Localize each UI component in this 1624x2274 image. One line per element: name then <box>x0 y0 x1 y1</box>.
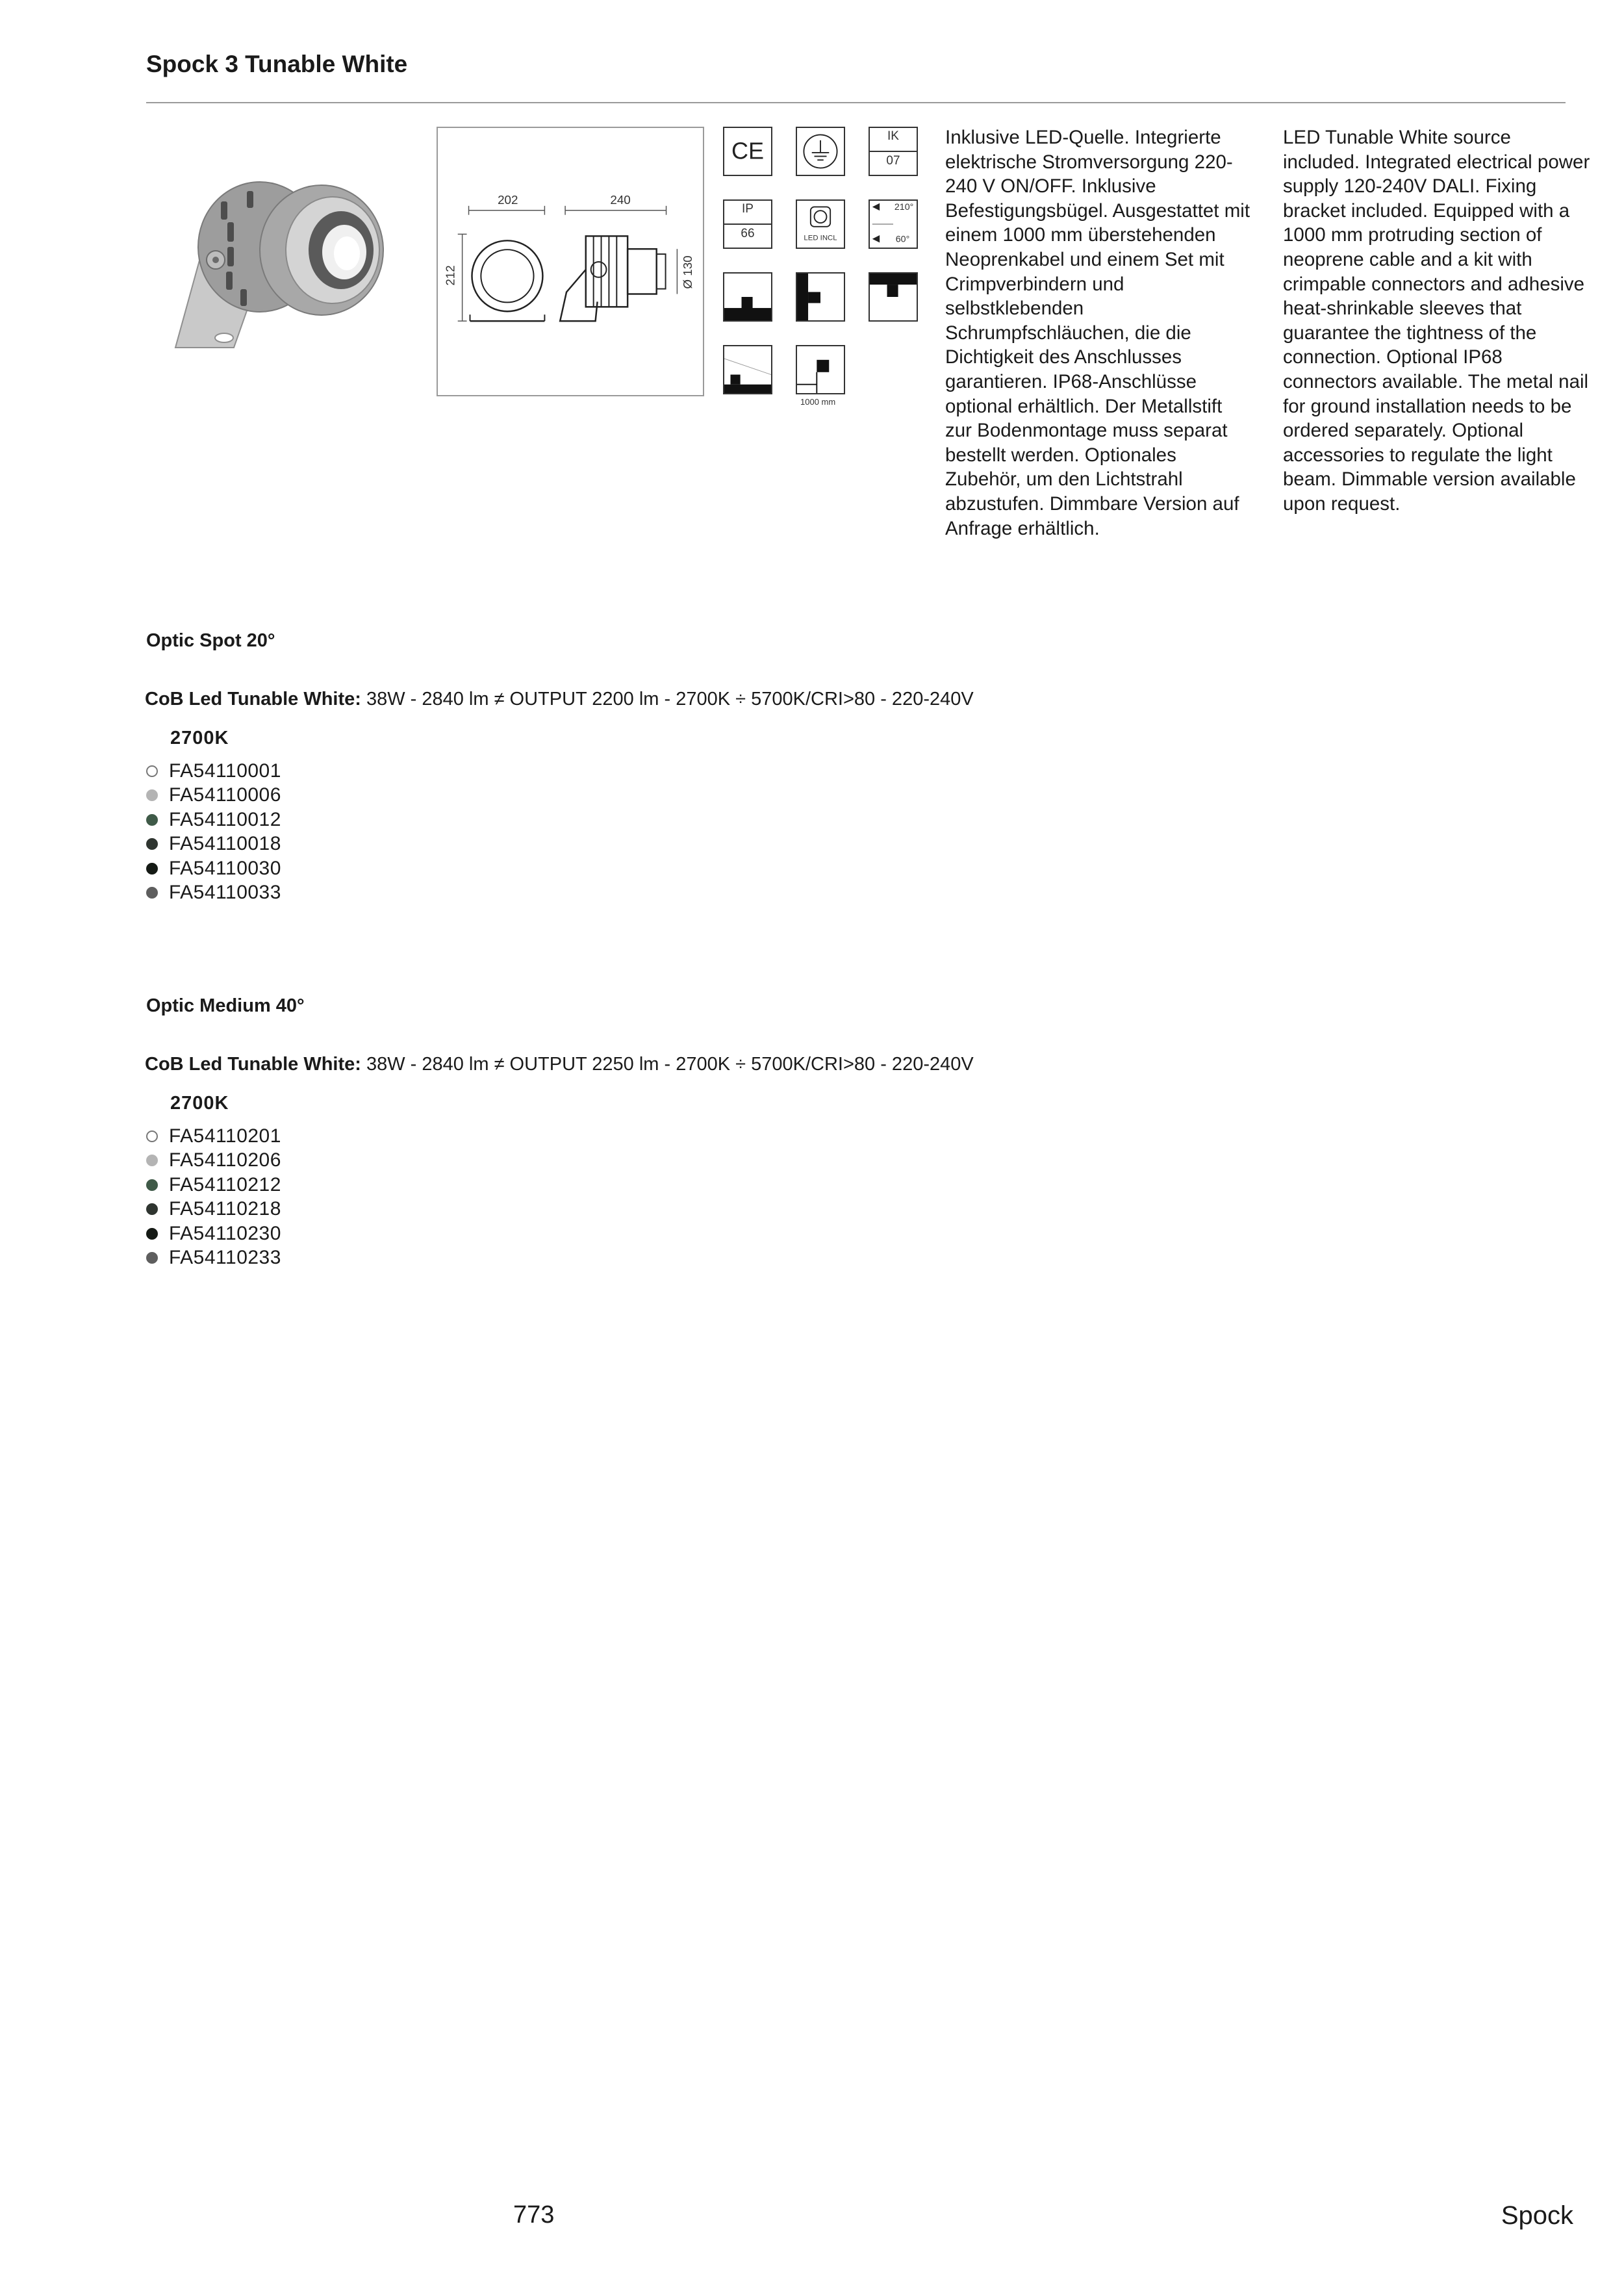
technical-drawing <box>437 127 704 396</box>
product-code: FA54110018 <box>169 833 281 855</box>
ce-mark-icon <box>723 127 772 176</box>
product-code: FA54110233 <box>169 1247 281 1269</box>
list-item <box>146 856 281 881</box>
finish-swatch <box>146 887 158 899</box>
earth-ground-icon <box>796 127 845 176</box>
product-code: FA54110230 <box>169 1222 281 1244</box>
spec-value: 38W - 2840 lm ≠ OUTPUT 2200 lm - 2700K ÷ 5700K/CRI>80 - 220-240V <box>366 689 974 709</box>
list-item <box>146 1173 281 1197</box>
optic-medium-spec <box>145 1054 974 1075</box>
ip-rating-icon: IP 66 <box>723 199 772 249</box>
list-item <box>146 784 281 808</box>
finish-swatch <box>146 1228 158 1240</box>
finish-swatch <box>146 863 158 875</box>
optic-spot-title: Optic Spot 20° <box>146 630 275 651</box>
ground-mount-icon <box>723 345 772 394</box>
list-item <box>146 759 281 784</box>
series-name: Spock <box>1501 2201 1573 2230</box>
svg-text:60°: 60° <box>895 234 910 245</box>
list-item <box>146 1246 281 1271</box>
description-english: LED Tunable White source included. Integrated electrical power supply 120-240V DALI. Fixing bracket included. Equipped with a 1000 mm protruding section of neoprene cable and a kit with crimpable connectors and adhesive heat-shrinkable sleeves that guarantee the tightness of the connection. Optional IP68 connectors available. The metal nail for ground installation needs to be ordered separately. Optional accessories to regulate the light beam. Dimmable version available upon request. <box>1283 127 1590 515</box>
product-image <box>162 162 409 357</box>
dimension-front-width: 202 <box>498 192 518 207</box>
list-item <box>146 1221 281 1246</box>
list-item <box>146 1197 281 1222</box>
dimension-height: 212 <box>443 265 457 286</box>
ik-rating-icon: IK 07 <box>869 127 918 176</box>
page-number: 773 <box>513 2201 555 2229</box>
optic-spot-spec <box>145 689 974 710</box>
product-code: FA54110012 <box>169 808 281 830</box>
tilt-angle-icon <box>869 199 918 249</box>
description-german: Inklusive LED-Quelle. Integrierte elektrische Stromversorgung 220-240 V ON/OFF. Inklusive Befestigungsbügel. Ausgestattet mit einem 1000 mm überstehenden Neoprenkabel und einem Set mit Crimpverbindern und selbstklebenden Schrumpfschläuchen, die die Dichtigkeit des Anschlusses garantieren. IP68-Anschlüsse optional erhältlich. Der Metallstift zur Bodenmontage muss separat bestellt werden. Optionales Zubehör, um den Lichtstrahl abzustufen. Dimmbare Version auf Anfrage erhältlich. <box>945 127 1250 539</box>
led-included-icon <box>796 199 845 249</box>
svg-text:CE: CE <box>731 137 765 164</box>
list-item <box>146 832 281 857</box>
finish-swatch <box>146 814 158 826</box>
product-code: FA54110001 <box>169 760 281 782</box>
finish-swatch <box>146 1252 158 1264</box>
cable-length-caption: 1000 mm <box>800 397 836 407</box>
finish-swatch <box>146 1155 158 1166</box>
optic-medium-code-list <box>146 1124 281 1270</box>
product-code: FA54110201 <box>169 1125 281 1147</box>
spec-label: CoB Led Tunable White: <box>145 1054 361 1075</box>
optic-medium-title: Optic Medium 40° <box>146 995 305 1016</box>
product-code: FA54110206 <box>169 1149 281 1171</box>
list-item <box>146 1149 281 1173</box>
dimension-side-length: 240 <box>610 192 631 207</box>
finish-swatch <box>146 789 158 801</box>
optic-spot-cct: 2700K <box>170 728 229 748</box>
product-code: FA54110033 <box>169 882 281 904</box>
finish-swatch <box>146 765 158 777</box>
optic-spot-code-list <box>146 759 281 905</box>
product-code: FA54110030 <box>169 857 281 879</box>
list-item <box>146 808 281 832</box>
wall-mount-icon <box>796 272 845 322</box>
spec-value: 38W - 2840 lm ≠ OUTPUT 2250 lm - 2700K ÷ 5700K/CRI>80 - 220-240V <box>366 1054 974 1075</box>
mounting-icon <box>723 272 772 322</box>
finish-swatch <box>146 1203 158 1215</box>
svg-text:LED INCL: LED INCL <box>804 234 837 242</box>
finish-swatch <box>146 838 158 850</box>
ceiling-mount-icon <box>869 272 918 322</box>
list-item <box>146 881 281 906</box>
finish-swatch <box>146 1179 158 1191</box>
svg-text:210°: 210° <box>894 202 914 213</box>
product-code: FA54110006 <box>169 784 281 806</box>
finish-swatch <box>146 1131 158 1142</box>
spec-label: CoB Led Tunable White: <box>145 689 361 709</box>
dimension-diameter: Ø 130 <box>681 255 695 289</box>
product-code: FA54110218 <box>169 1198 281 1220</box>
header-divider <box>146 102 1566 103</box>
optic-medium-cct: 2700K <box>170 1093 229 1114</box>
cable-length-icon <box>796 345 845 394</box>
product-code: FA54110212 <box>169 1173 281 1195</box>
list-item <box>146 1124 281 1149</box>
page-title: Spock 3 Tunable White <box>146 51 408 77</box>
